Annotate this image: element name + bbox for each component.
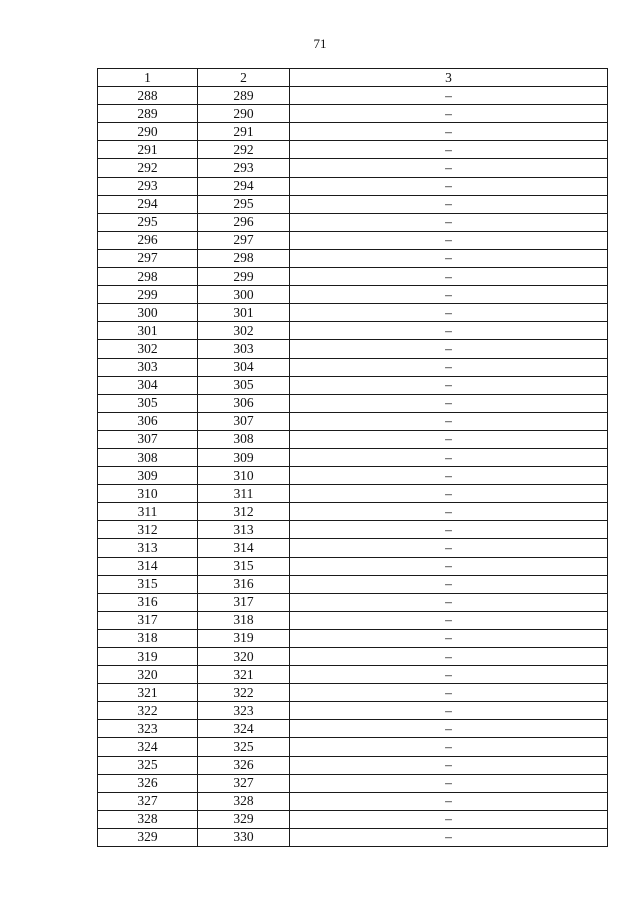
table-cell-col-2: 320 — [198, 648, 290, 666]
table-row — [98, 828, 608, 846]
column-header-2: 2 — [198, 69, 290, 87]
table-cell-col-1: 294 — [98, 195, 198, 213]
table-cell-col-1: 289 — [98, 105, 198, 123]
table-cell-col-2: 301 — [198, 304, 290, 322]
table-cell-col-1: 312 — [98, 521, 198, 539]
table-cell-col-3: – — [290, 376, 608, 394]
table-cell-col-1: 320 — [98, 666, 198, 684]
table-cell-col-3: – — [290, 123, 608, 141]
table-cell-col-3: – — [290, 792, 608, 810]
table-cell-col-3: – — [290, 249, 608, 267]
table-row — [98, 286, 608, 304]
table-cell-col-2: 290 — [198, 105, 290, 123]
table-cell-col-1: 304 — [98, 376, 198, 394]
table-cell-col-3: – — [290, 268, 608, 286]
table-row — [98, 322, 608, 340]
table-cell-col-2: 302 — [198, 322, 290, 340]
table-cell-col-1: 288 — [98, 87, 198, 105]
table-row — [98, 304, 608, 322]
table-cell-col-2: 325 — [198, 738, 290, 756]
table-row — [98, 268, 608, 286]
table-cell-col-2: 312 — [198, 503, 290, 521]
table-cell-col-1: 317 — [98, 611, 198, 629]
table-cell-col-3: – — [290, 629, 608, 647]
table-cell-col-2: 297 — [198, 231, 290, 249]
table-row — [98, 629, 608, 647]
table-cell-col-2: 323 — [198, 702, 290, 720]
table-row — [98, 720, 608, 738]
table-cell-col-2: 308 — [198, 430, 290, 448]
table-cell-col-3: – — [290, 702, 608, 720]
table-cell-col-1: 323 — [98, 720, 198, 738]
table-cell-col-1: 293 — [98, 177, 198, 195]
column-header-3: 3 — [290, 69, 608, 87]
table-cell-col-3: – — [290, 195, 608, 213]
table-row — [98, 539, 608, 557]
table-cell-col-3: – — [290, 648, 608, 666]
table-cell-col-2: 292 — [198, 141, 290, 159]
header-row — [98, 69, 608, 87]
table-row — [98, 738, 608, 756]
table-row — [98, 376, 608, 394]
table-cell-col-3: – — [290, 521, 608, 539]
table-row — [98, 141, 608, 159]
table-cell-col-1: 295 — [98, 213, 198, 231]
table-cell-col-3: – — [290, 539, 608, 557]
table-row — [98, 684, 608, 702]
table-row — [98, 702, 608, 720]
table-cell-col-2: 328 — [198, 792, 290, 810]
table-cell-col-2: 326 — [198, 756, 290, 774]
table-cell-col-1: 325 — [98, 756, 198, 774]
table-cell-col-2: 318 — [198, 611, 290, 629]
table-cell-col-3: – — [290, 756, 608, 774]
table-cell-col-2: 327 — [198, 774, 290, 792]
table-cell-col-1: 311 — [98, 503, 198, 521]
table-cell-col-3: – — [290, 810, 608, 828]
table-header — [98, 69, 608, 87]
table-cell-col-2: 295 — [198, 195, 290, 213]
table-cell-col-2: 304 — [198, 358, 290, 376]
table-cell-col-2: 293 — [198, 159, 290, 177]
table-row — [98, 810, 608, 828]
table-cell-col-2: 316 — [198, 575, 290, 593]
table-cell-col-1: 329 — [98, 828, 198, 846]
table-row — [98, 358, 608, 376]
table-row — [98, 557, 608, 575]
table-cell-col-3: – — [290, 322, 608, 340]
table-cell-col-1: 291 — [98, 141, 198, 159]
table-cell-col-3: – — [290, 231, 608, 249]
table-cell-col-2: 315 — [198, 557, 290, 575]
table-cell-col-1: 324 — [98, 738, 198, 756]
table-cell-col-1: 299 — [98, 286, 198, 304]
table-cell-col-2: 313 — [198, 521, 290, 539]
table-cell-col-1: 309 — [98, 467, 198, 485]
table-cell-col-3: – — [290, 485, 608, 503]
table-cell-col-2: 310 — [198, 467, 290, 485]
table-row — [98, 575, 608, 593]
table-cell-col-1: 298 — [98, 268, 198, 286]
table-cell-col-3: – — [290, 304, 608, 322]
table-row — [98, 213, 608, 231]
table-cell-col-1: 319 — [98, 648, 198, 666]
table-cell-col-1: 321 — [98, 684, 198, 702]
table-cell-col-1: 316 — [98, 593, 198, 611]
table-cell-col-3: – — [290, 684, 608, 702]
table-cell-col-3: – — [290, 611, 608, 629]
table-row — [98, 430, 608, 448]
table-cell-col-1: 307 — [98, 430, 198, 448]
table-cell-col-2: 299 — [198, 268, 290, 286]
table-cell-col-3: – — [290, 105, 608, 123]
table-row — [98, 340, 608, 358]
table-row — [98, 792, 608, 810]
table-cell-col-3: – — [290, 358, 608, 376]
data-table — [97, 68, 608, 847]
table-cell-col-3: – — [290, 448, 608, 466]
table-cell-col-1: 305 — [98, 394, 198, 412]
table-row — [98, 593, 608, 611]
table-cell-col-1: 310 — [98, 485, 198, 503]
table-cell-col-1: 318 — [98, 629, 198, 647]
table-cell-col-3: – — [290, 503, 608, 521]
table-cell-col-1: 292 — [98, 159, 198, 177]
table-cell-col-2: 309 — [198, 448, 290, 466]
table-row — [98, 448, 608, 466]
table-row — [98, 666, 608, 684]
table-cell-col-3: – — [290, 430, 608, 448]
table-cell-col-1: 327 — [98, 792, 198, 810]
table-cell-col-1: 308 — [98, 448, 198, 466]
table-cell-col-2: 324 — [198, 720, 290, 738]
table-row — [98, 521, 608, 539]
table-row — [98, 467, 608, 485]
table-row — [98, 159, 608, 177]
table-cell-col-3: – — [290, 141, 608, 159]
table-cell-col-2: 314 — [198, 539, 290, 557]
table-cell-col-3: – — [290, 828, 608, 846]
table-cell-col-2: 307 — [198, 412, 290, 430]
table-row — [98, 87, 608, 105]
table-cell-col-1: 297 — [98, 249, 198, 267]
table-row — [98, 756, 608, 774]
table-cell-col-1: 322 — [98, 702, 198, 720]
table-row — [98, 774, 608, 792]
table-cell-col-2: 291 — [198, 123, 290, 141]
table-cell-col-2: 296 — [198, 213, 290, 231]
table-cell-col-2: 300 — [198, 286, 290, 304]
table-row — [98, 485, 608, 503]
table-row — [98, 412, 608, 430]
table-cell-col-1: 328 — [98, 810, 198, 828]
table-cell-col-1: 326 — [98, 774, 198, 792]
table-cell-col-2: 319 — [198, 629, 290, 647]
table-cell-col-3: – — [290, 666, 608, 684]
table-cell-col-1: 315 — [98, 575, 198, 593]
table-cell-col-1: 296 — [98, 231, 198, 249]
table-row — [98, 231, 608, 249]
table-row — [98, 648, 608, 666]
table-cell-col-3: – — [290, 575, 608, 593]
table-cell-col-3: – — [290, 159, 608, 177]
table-cell-col-2: 330 — [198, 828, 290, 846]
table-cell-col-1: 300 — [98, 304, 198, 322]
table-cell-col-1: 313 — [98, 539, 198, 557]
table-row — [98, 249, 608, 267]
table-cell-col-2: 322 — [198, 684, 290, 702]
table-cell-col-3: – — [290, 720, 608, 738]
table-cell-col-2: 317 — [198, 593, 290, 611]
table-cell-col-2: 329 — [198, 810, 290, 828]
table-cell-col-3: – — [290, 394, 608, 412]
table-row — [98, 503, 608, 521]
table-cell-col-3: – — [290, 213, 608, 231]
table-row — [98, 611, 608, 629]
column-header-1: 1 — [98, 69, 198, 87]
table-cell-col-2: 298 — [198, 249, 290, 267]
table-row — [98, 123, 608, 141]
page-number: 71 — [313, 36, 327, 51]
table-cell-col-1: 302 — [98, 340, 198, 358]
table-cell-col-3: – — [290, 286, 608, 304]
table-cell-col-1: 290 — [98, 123, 198, 141]
table-cell-col-2: 305 — [198, 376, 290, 394]
table-row — [98, 105, 608, 123]
table-cell-col-1: 314 — [98, 557, 198, 575]
table-row — [98, 195, 608, 213]
table-cell-col-3: – — [290, 412, 608, 430]
table-body — [98, 87, 608, 847]
table-cell-col-3: – — [290, 87, 608, 105]
table-cell-col-3: – — [290, 593, 608, 611]
table-cell-col-2: 303 — [198, 340, 290, 358]
table-cell-col-2: 321 — [198, 666, 290, 684]
table-cell-col-3: – — [290, 340, 608, 358]
table-row — [98, 394, 608, 412]
table-cell-col-1: 303 — [98, 358, 198, 376]
table-cell-col-2: 311 — [198, 485, 290, 503]
table-cell-col-3: – — [290, 467, 608, 485]
table-cell-col-3: – — [290, 774, 608, 792]
table-cell-col-3: – — [290, 177, 608, 195]
table-cell-col-1: 306 — [98, 412, 198, 430]
table-cell-col-1: 301 — [98, 322, 198, 340]
table-cell-col-3: – — [290, 557, 608, 575]
table-cell-col-2: 306 — [198, 394, 290, 412]
table-cell-col-2: 289 — [198, 87, 290, 105]
table-cell-col-2: 294 — [198, 177, 290, 195]
table-row — [98, 177, 608, 195]
table-cell-col-3: – — [290, 738, 608, 756]
